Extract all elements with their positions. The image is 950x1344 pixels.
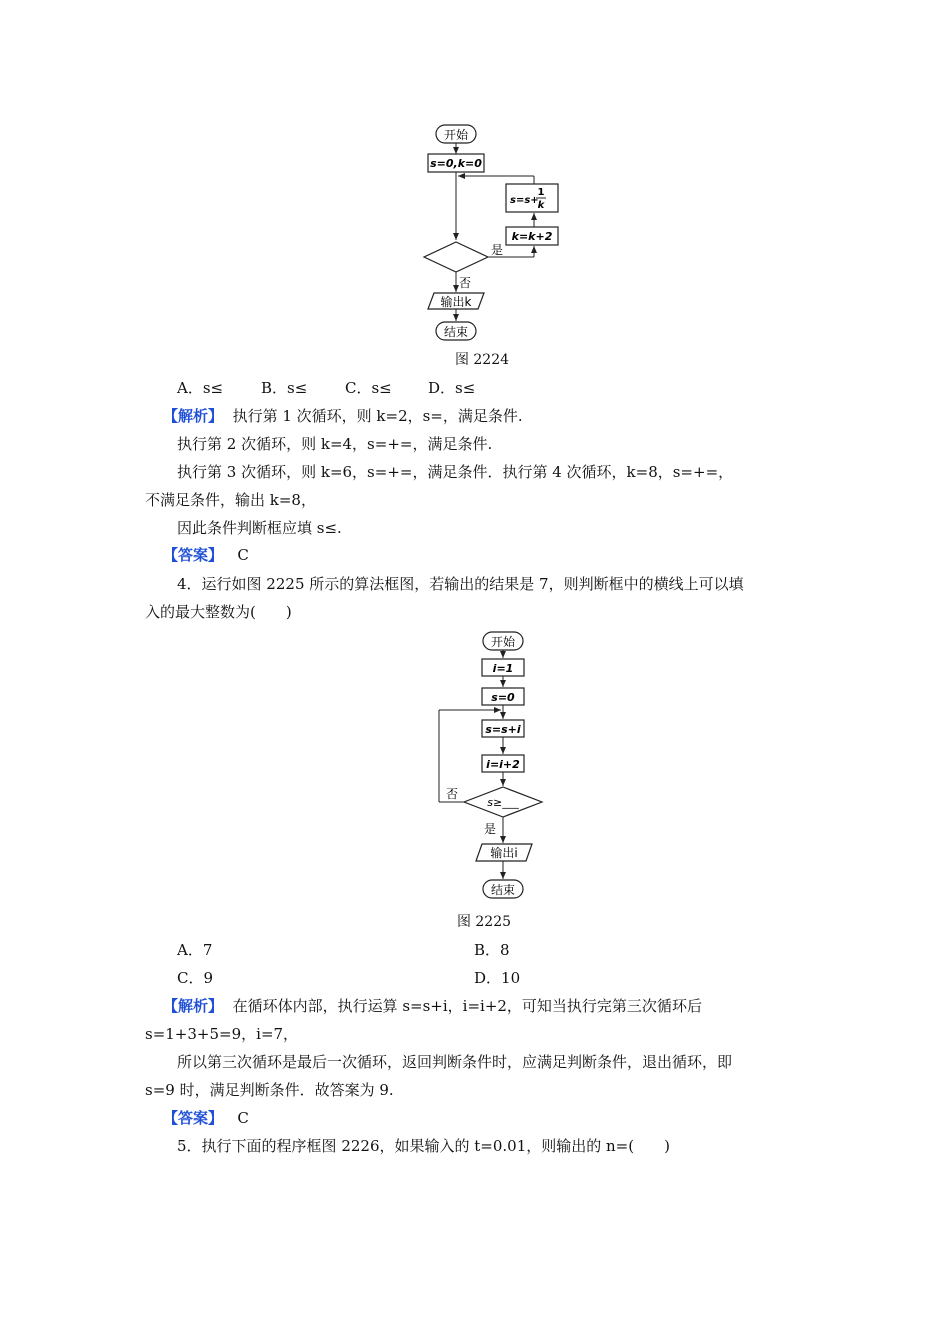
q4-analysis-line-4: s=9 时，满足判断条件．故答案为 9.	[145, 1081, 394, 1099]
start-label-2: 开始	[490, 635, 516, 649]
i-init-label: i=1	[492, 662, 514, 675]
frac-den: k	[537, 200, 545, 211]
answer-value-2: C	[237, 1109, 249, 1127]
analysis-tag: 【解析】	[163, 407, 224, 425]
output-label-2: 输出i	[490, 846, 518, 860]
yes-label-2: 是	[484, 822, 497, 836]
q4-option-b: B．8	[474, 941, 510, 959]
q3-analysis-line-5: 因此条件判断框应填 s≤.	[177, 519, 342, 537]
frac-num: 1	[537, 187, 545, 198]
analysis-text: 执行第 1 次循环，则 k=2，s=，满足条件.	[232, 407, 523, 425]
figure-caption-2225: 图 2225	[456, 914, 512, 930]
start-label: 开始	[443, 128, 469, 142]
q4-analysis-line-1	[163, 996, 702, 1016]
q5-stem: 5．执行下面的程序框图 2226，如果输入的 t=0.01，则输出的 n=( )	[177, 1137, 670, 1155]
end-label: 结束	[443, 325, 469, 339]
update-k-label: k=k+2	[511, 230, 553, 243]
q4-answer	[163, 1108, 249, 1128]
answer-tag-2: 【答案】	[163, 1109, 224, 1127]
q3-analysis-line-3: 执行第 3 次循环，则 k=6，s=+=，满足条件．执行第 4 次循环，k=8，s=+=，	[177, 463, 734, 481]
q3-option-a: A．s≤	[177, 379, 224, 397]
q4-stem-line-2: 入的最大整数为( )	[145, 603, 292, 621]
init-label: s=0,k=0	[430, 157, 482, 170]
update-s-prefix: s=s+	[510, 195, 539, 206]
end-label-2: 结束	[490, 883, 516, 897]
answer-value: C	[237, 546, 249, 564]
q4-analysis-line-3: 所以第三次循环是最后一次循环，返回判断条件时，应满足判断条件，退出循环，即	[177, 1053, 733, 1071]
q3-analysis-line-2: 执行第 2 次循环，则 k=4，s=+=，满足条件.	[177, 435, 493, 453]
no-label-1: 否	[459, 276, 472, 290]
q3-option-d: D．s≤	[428, 379, 476, 397]
q4-option-a: A．7	[177, 941, 213, 959]
condition-label: s≥___	[487, 796, 519, 809]
s-update-label: s=s+i	[485, 723, 521, 736]
figure-caption-2224: 图 2224	[454, 352, 510, 368]
q4-option-c: C．9	[177, 969, 214, 987]
output-label: 输出k	[440, 295, 472, 309]
s-init-label: s=0	[491, 691, 515, 704]
q4-option-d: D．10	[474, 969, 521, 987]
analysis-tag-2: 【解析】	[163, 997, 224, 1015]
q4-analysis-line-2: s=1+3+5=9，i=7，	[145, 1025, 299, 1043]
q4-stem-line-1: 4．运行如图 2225 所示的算法框图，若输出的结果是 7，则判断框中的横线上可以填	[177, 575, 744, 593]
q3-analysis-line-4: 不满足条件，输出 k=8，	[145, 491, 316, 509]
yes-label-1: 是	[491, 243, 504, 257]
i-update-label: i=i+2	[486, 758, 520, 771]
q3-option-c: C．s≤	[345, 379, 392, 397]
no-label-2: 否	[446, 787, 459, 801]
answer-tag: 【答案】	[163, 546, 224, 564]
analysis-text-2: 在循环体内部，执行运算 s=s+i，i=i+2，可知当执行完第三次循环后	[232, 997, 702, 1015]
q3-option-b: B．s≤	[261, 379, 308, 397]
